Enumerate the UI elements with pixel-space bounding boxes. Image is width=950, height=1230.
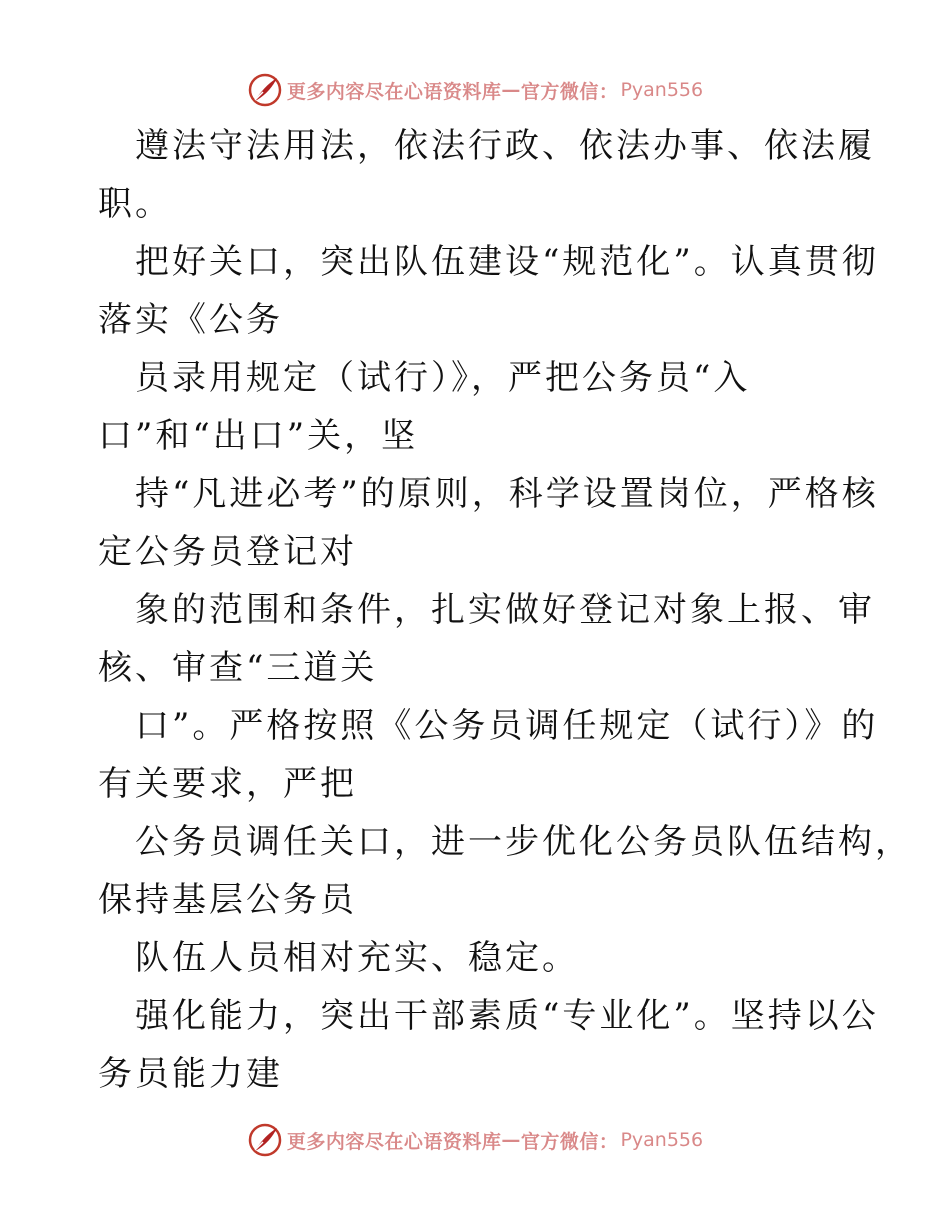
body-line: 保持基层公务员	[98, 880, 357, 920]
body-line: 核、审查“三道关	[98, 648, 378, 688]
body-line: 强化能力，突出干部素质“专业化”。坚持以公	[135, 996, 879, 1036]
body-line: 公务员调任关口，进一步优化公务员队伍结构，	[135, 822, 912, 862]
body-line: 口”。严格按照《公务员调任规定（试行）》的	[135, 706, 879, 746]
body-line: 持“凡进必考”的原则，科学设置岗位，严格核	[135, 474, 879, 514]
body-line: 有关要求，严把	[98, 764, 357, 804]
watermark-wechat-label: 官方微信：	[520, 1130, 619, 1153]
feather-pen-logo-icon	[247, 1122, 283, 1158]
feather-pen-logo-icon	[247, 72, 283, 108]
watermark-site-text: 更多内容尽在心语资料库	[286, 1130, 502, 1153]
body-line: 落实《公务	[98, 300, 283, 340]
watermark-site-text: 更多内容尽在心语资料库	[286, 80, 502, 103]
body-line: 定公务员登记对	[98, 532, 357, 572]
header-watermark	[0, 70, 950, 110]
body-line: 把好关口，突出队伍建设“规范化”。认真贯彻	[135, 242, 879, 282]
body-line: 职。	[98, 184, 172, 224]
body-line: 象的范围和条件，扎实做好登记对象上报、审	[135, 590, 875, 630]
watermark-separator: —	[501, 79, 521, 101]
body-line: 务员能力建	[98, 1054, 283, 1094]
body-line: 遵法守法用法，依法行政、依法办事、依法履	[135, 126, 875, 166]
body-line: 队伍人员相对充实、稳定。	[135, 938, 579, 978]
footer-watermark	[0, 1120, 950, 1160]
watermark-wechat-id: Pyan556	[620, 1129, 704, 1151]
watermark-wechat-label: 官方微信：	[520, 80, 619, 103]
body-line: 员录用规定（试行）》，严把公务员“入	[135, 358, 751, 398]
watermark-separator: —	[501, 1129, 521, 1151]
watermark-wechat-id: Pyan556	[620, 79, 704, 101]
body-line: 口”和“出口”关，坚	[98, 416, 419, 456]
